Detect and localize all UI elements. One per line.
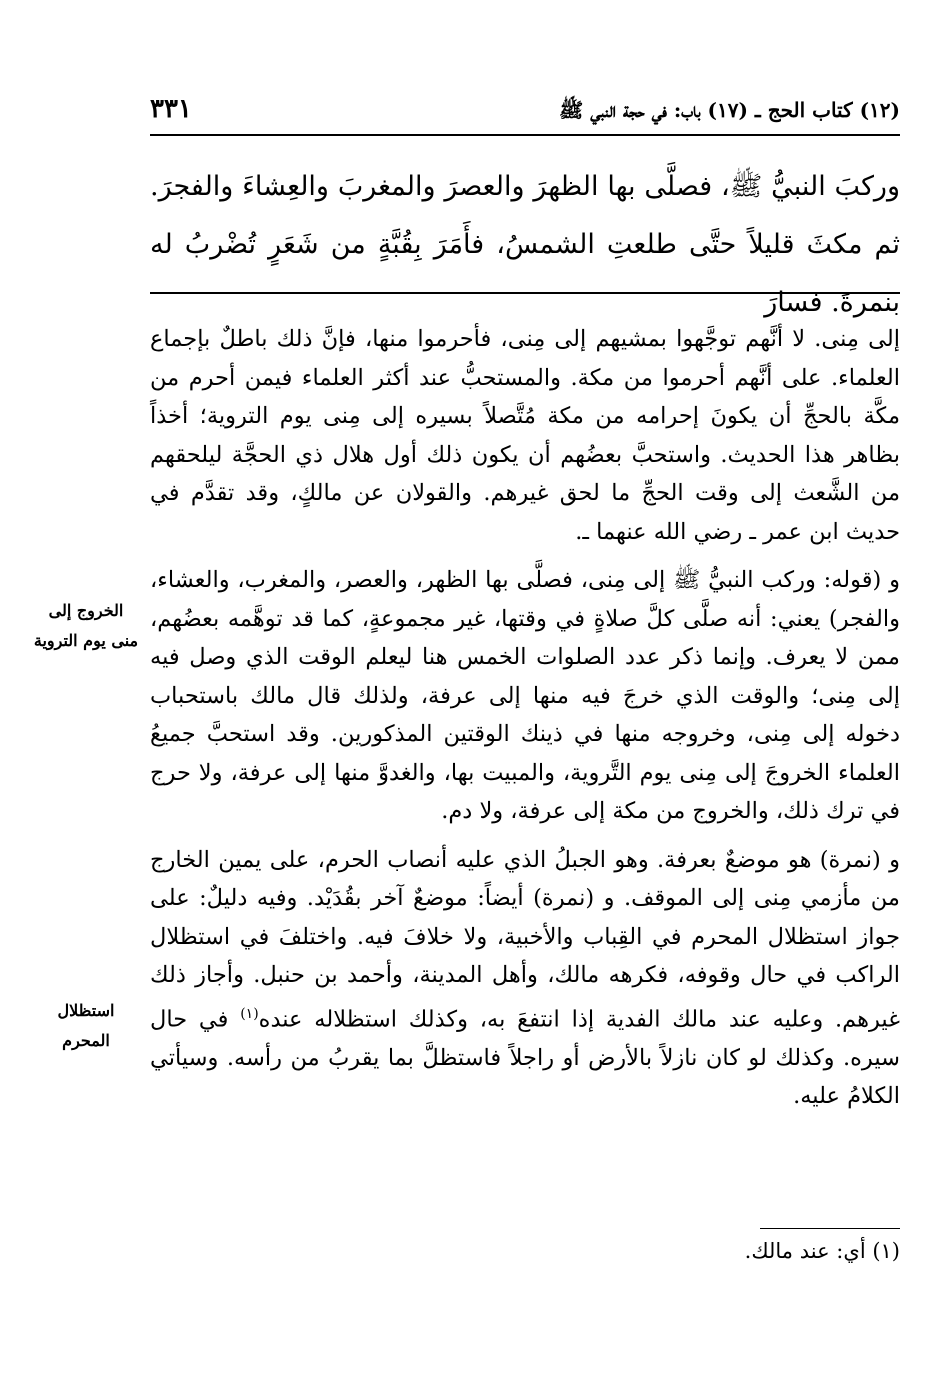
margin-note-2-line-2: المحرم xyxy=(62,1031,110,1050)
footnote: (١) أي: عند مالك. xyxy=(744,1239,900,1263)
footnote-rule xyxy=(760,1228,900,1229)
running-header xyxy=(150,92,900,132)
page-number: ٣٣١ xyxy=(150,94,192,124)
margin-note-2-line-1: استظلال xyxy=(57,1001,115,1020)
header-rule xyxy=(150,134,900,136)
commentary-paragraph-2: و (قوله: وركب النبيُّ ﷺ إلى مِنى، فصلَّى بها الظهر، والعصر، والمغرب، والعشاء، والفجر) يعني: أنه صلَّى كلَّ صلاةٍ في وقتها، غير مجموعةٍ، كما قد توهَّمه بعضُهم، ممن لا يعرف. وإنما ذكر عدد الصلوات الخمس هنا ليعلم الوقت الذي وصل فيه إلى مِنى؛ والوقت الذي خرجَ فيه منها إلى عرفة، ولذلك قال مالك باستحباب دخوله إلى مِنى، وخروجه منها في ذينك الوقتين المذكورين. وقد استحبَّ جميعُ العلماء الخروجَ إلى مِنى يوم التَّروية، والمبيت بها، والغدوَّ منها إلى عرفة، ولا حرج في ترك ذلك، والخروج من مكة إلى عرفة، ولا دم. xyxy=(150,567,900,824)
margin-note-istizlal xyxy=(24,996,148,1056)
paragraph-3-start: و (نمرة) هو موضعٌ بعرفة. وهو الجبلُ الذي عليه أنصاب الحرم، على يمين الخارج من مأزمي مِنى إلى الموقف. و (نمرة) أيضاً: موضعٌ آخر بقُدَيْد. وفيه دليلٌ: على جواز استظلال المحرم في القِباب والأخبية، ولا خلافَ فيه. واختلفَ في استظلال الراكب في حال وقوفه، فكرهه مالك، وأهل المدينة، وأحمد بن حنبل. وأجاز ذلك غيرهم. وعليه عند مالك الفدية إذا انتفعَ به، وكذلك استظلاله عنده xyxy=(150,846,900,1032)
margin-note-1-line-1: الخروج إلى xyxy=(48,601,124,620)
margin-note-1-line-2: منى يوم التروية xyxy=(33,631,139,650)
footnote-marker: (١) xyxy=(240,1005,259,1022)
chapter-title: (١٢) كتاب الحج ـ (١٧) باب: في حجة النبي ﷺ xyxy=(559,98,900,122)
commentary-paragraph-3 xyxy=(150,841,900,1116)
commentary-body xyxy=(150,320,900,1126)
paragraph-3-end: في حال سيره. وكذلك لو كان نازلاً بالأرض أو راجلاً فاستظلَّ بما يقربُ من رأسه. وسيأتي الكلامُ عليه. xyxy=(150,1006,900,1109)
margin-note-khuruj xyxy=(24,596,148,656)
commentary-paragraph-1: إلى مِنى. لا أنَّهم توجَّهوا بمشيهم إلى مِنى، فأحرموا منها، فإنَّ ذلك باطلٌ بإجماع العلماء. على أنَّهم أحرموا من مكة. والمستحبُّ عند أكثر العلماء فيمن أحرم من مكَّة بالحجِّ أن يكونَ إحرامه من مكة مُتَّصلاً بسيره إلى مِنى يوم التروية؛ أخذاً بظاهر هذا الحديث. واستحبَّ بعضُهم أن يكون ذلك أول هلال ذي الحجَّة ليلحقهم من الشَّعث إلى وقت الحجِّ ما لحق غيرهم. والقولان عن مالكٍ، وقد تقدَّم في حديث ابن عمر ـ رضي الله عنهما ـ. xyxy=(150,326,900,545)
section-divider xyxy=(150,292,900,294)
hadith-text: وركبَ النبيُّ ﷺ، فصلَّى بها الظهرَ والعصرَ والمغربَ والعِشاءَ والفجرَ. ثم مكثَ قليلاً حتَّى طلعتِ الشمسُ، فأَمَرَ بِقُبَّةٍ من شَعَرٍ تُضْربُ له بنمرةَ. فسارَ xyxy=(150,171,900,318)
